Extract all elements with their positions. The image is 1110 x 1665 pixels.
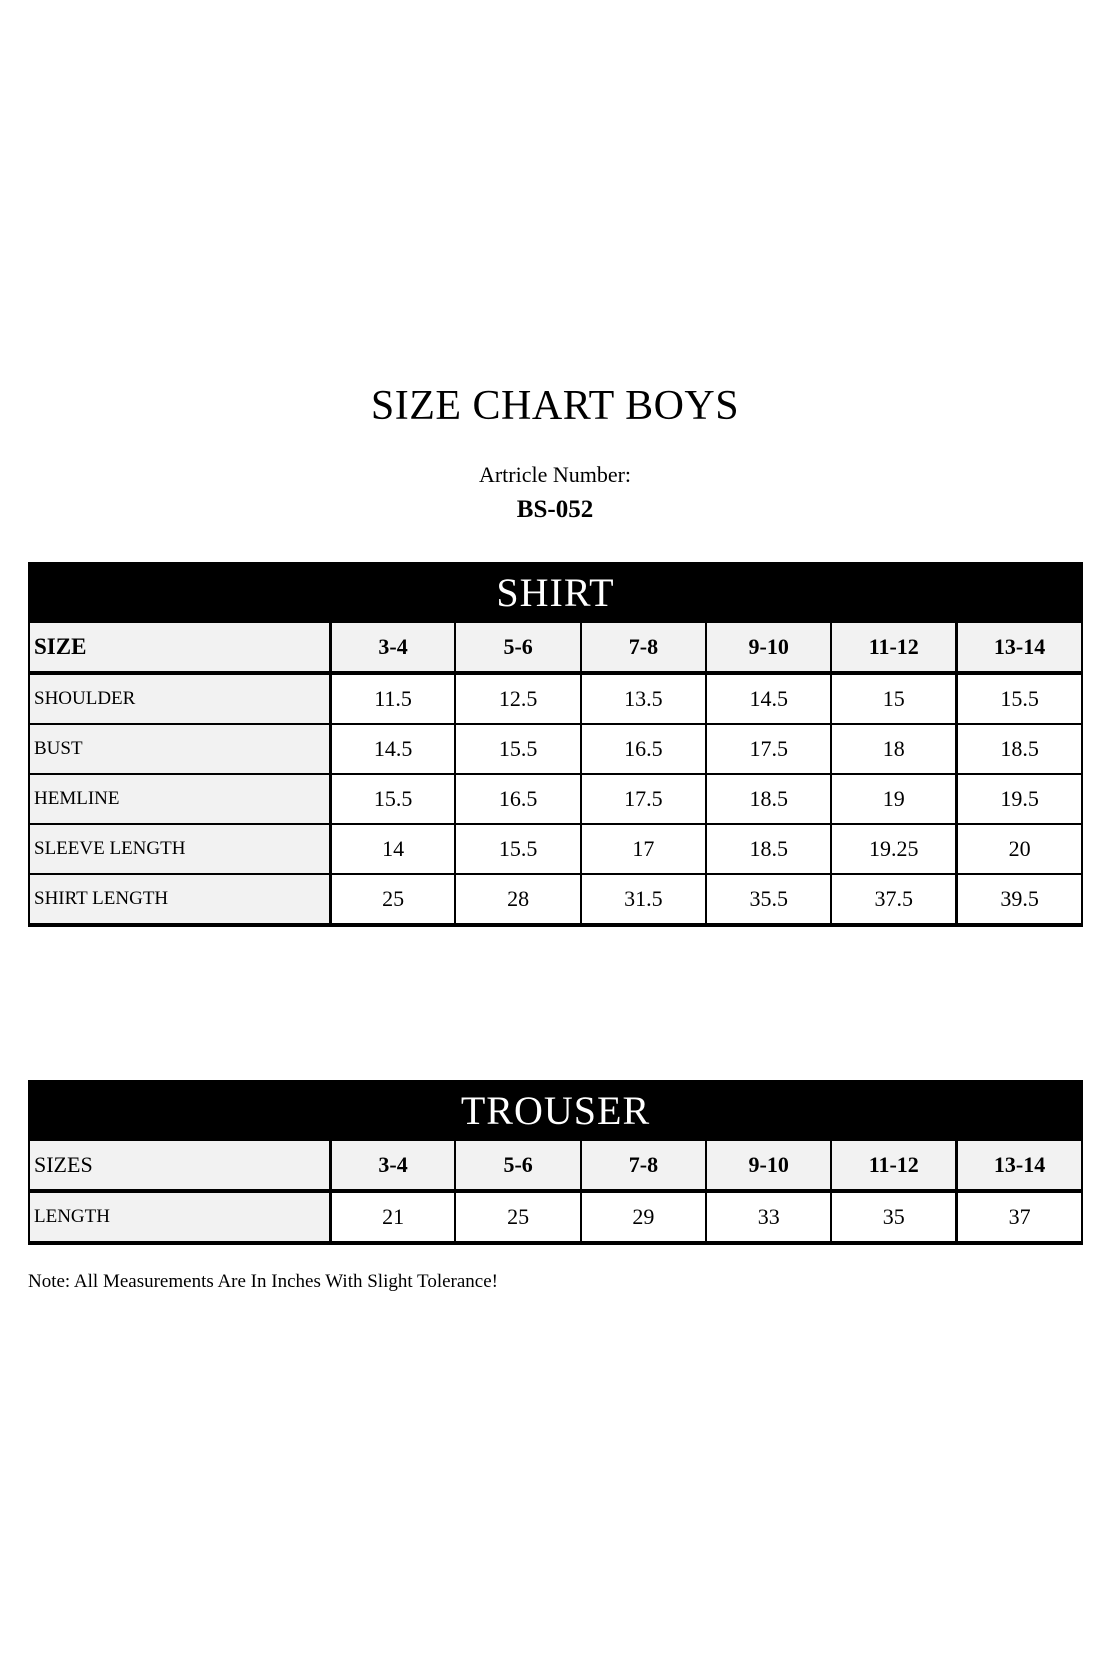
shirt-table-title: SHIRT	[29, 563, 1082, 622]
value-cell: 16.5	[455, 774, 580, 824]
value-cell: 39.5	[957, 874, 1082, 925]
trouser-size-column-header: SIZES	[29, 1140, 330, 1191]
value-cell: 19.5	[957, 774, 1082, 824]
value-cell: 17.5	[581, 774, 706, 824]
trouser-size-header: 9-10	[706, 1140, 831, 1191]
value-cell: 19	[831, 774, 956, 824]
value-cell: 14	[330, 824, 455, 874]
value-cell: 18.5	[706, 824, 831, 874]
value-cell: 14.5	[330, 724, 455, 774]
row-label: BUST	[29, 724, 330, 774]
shirt-size-header: 13-14	[957, 622, 1082, 673]
shirt-title-band-row	[29, 563, 1082, 622]
shirt-size-header: 7-8	[581, 622, 706, 673]
article-number-value: BS-052	[516, 495, 594, 523]
value-cell: 18.5	[957, 724, 1082, 774]
value-cell: 31.5	[581, 874, 706, 925]
trouser-size-header: 7-8	[581, 1140, 706, 1191]
shirt-size-column-header: SIZE	[29, 622, 330, 673]
value-cell: 35	[831, 1191, 956, 1243]
row-label: SLEEVE LENGTH	[29, 824, 330, 874]
row-label: HEMLINE	[29, 774, 330, 824]
value-cell: 29	[581, 1191, 706, 1243]
value-cell: 21	[330, 1191, 455, 1243]
value-cell: 25	[455, 1191, 580, 1243]
value-cell: 20	[957, 824, 1082, 874]
trouser-size-table	[28, 1080, 1083, 1245]
value-cell: 17.5	[706, 724, 831, 774]
value-cell: 15.5	[330, 774, 455, 824]
tables-area	[28, 562, 1083, 1245]
value-cell: 12.5	[455, 673, 580, 724]
value-cell: 11.5	[330, 673, 455, 724]
trouser-header-row	[29, 1140, 1082, 1191]
row-label: SHIRT LENGTH	[29, 874, 330, 925]
shirt-header-row	[29, 622, 1082, 673]
value-cell: 15.5	[455, 824, 580, 874]
value-cell: 13.5	[581, 673, 706, 724]
shirt-row-hemline	[29, 774, 1082, 824]
value-cell: 25	[330, 874, 455, 925]
trouser-size-header: 13-14	[957, 1140, 1082, 1191]
value-cell: 16.5	[581, 724, 706, 774]
value-cell: 37.5	[831, 874, 956, 925]
article-number-label: Artricle Number:	[478, 462, 632, 488]
value-cell: 28	[455, 874, 580, 925]
shirt-size-header: 5-6	[455, 622, 580, 673]
value-cell: 18.5	[706, 774, 831, 824]
value-cell: 37	[957, 1191, 1082, 1243]
trouser-row-length	[29, 1191, 1082, 1243]
shirt-row-shirt-length	[29, 874, 1082, 925]
shirt-size-table	[28, 562, 1083, 927]
value-cell: 15.5	[957, 673, 1082, 724]
row-label: SHOULDER	[29, 673, 330, 724]
value-cell: 14.5	[706, 673, 831, 724]
row-label: LENGTH	[29, 1191, 330, 1243]
shirt-row-shoulder	[29, 673, 1082, 724]
shirt-row-bust	[29, 724, 1082, 774]
value-cell: 35.5	[706, 874, 831, 925]
value-cell: 19.25	[831, 824, 956, 874]
value-cell: 18	[831, 724, 956, 774]
value-cell: 15	[831, 673, 956, 724]
trouser-size-header: 5-6	[455, 1140, 580, 1191]
page-title: SIZE CHART BOYS	[370, 383, 740, 429]
trouser-table-title: TROUSER	[29, 1081, 1082, 1140]
value-cell: 17	[581, 824, 706, 874]
shirt-size-header: 9-10	[706, 622, 831, 673]
value-cell: 15.5	[455, 724, 580, 774]
shirt-row-sleeve-length	[29, 824, 1082, 874]
shirt-size-header: 3-4	[330, 622, 455, 673]
measurement-note: Note: All Measurements Are In Inches With Slight Tolerance!	[28, 1270, 498, 1292]
value-cell: 33	[706, 1191, 831, 1243]
trouser-size-header: 3-4	[330, 1140, 455, 1191]
trouser-size-header: 11-12	[831, 1140, 956, 1191]
trouser-title-band-row	[29, 1081, 1082, 1140]
shirt-size-header: 11-12	[831, 622, 956, 673]
